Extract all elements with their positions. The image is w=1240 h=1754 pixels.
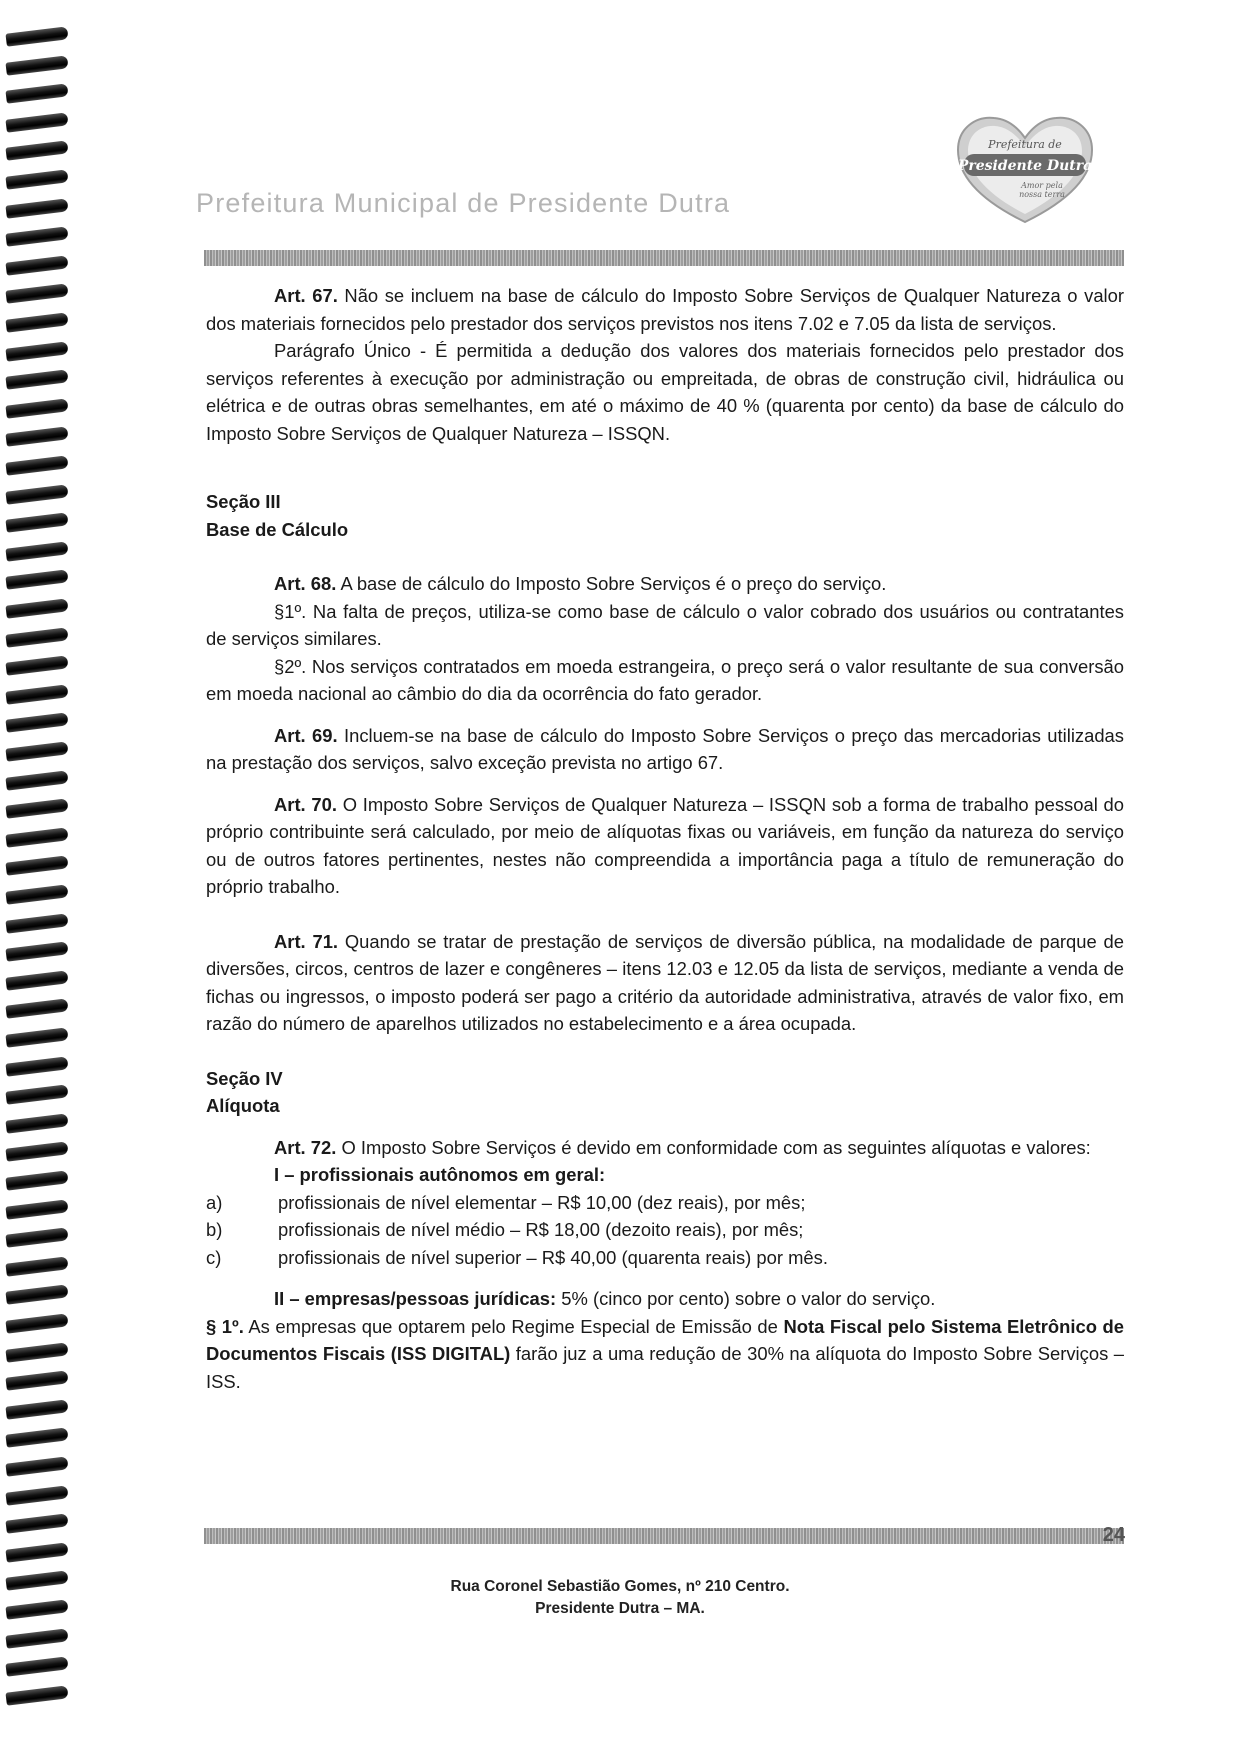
binding-ring — [5, 1199, 68, 1219]
binding-ring — [5, 141, 68, 161]
footer-address: Rua Coronel Sebastião Gomes, nº 210 Centro. — [450, 1578, 790, 1595]
binding-ring — [5, 312, 68, 332]
binding-ring — [5, 1399, 68, 1419]
art67-paragrafo-unico: Parágrafo Único - É permitida a dedução dos valores dos materiais fornecidos pelo prestador dos serviços referentes à execução por administração ou empreitada, de obras de construção civil, hidráulica ou elétrica e de outras obras semelhantes, em até o máximo de 40 % (quarenta por cento) da base de cálculo do Imposto Sobre Serviços de Qualquer Natureza – ISSQN. — [206, 340, 1124, 444]
binding-ring — [5, 1513, 68, 1533]
binding-ring — [5, 226, 68, 246]
binding-ring — [5, 284, 68, 304]
binding-ring — [5, 1428, 68, 1448]
binding-ring — [5, 598, 68, 618]
binding-ring — [5, 1142, 68, 1162]
binding-ring — [5, 198, 68, 218]
binding-ring — [5, 827, 68, 847]
document-body — [206, 282, 1124, 1395]
art67-paragraph: Art. 67. Não se incluem na base de cálculo do Imposto Sobre Serviços de Qualquer Natureza o valor dos materiais fornecidos pelo prestador dos serviços previstos nos itens 7.02 e 7.05 da lista de serviços. — [206, 285, 1124, 334]
binding-ring — [5, 655, 68, 675]
binding-ring — [5, 999, 68, 1019]
binding-ring — [5, 1027, 68, 1047]
art72-paragraph-1: § 1º. As empresas que optarem pelo Regime Especial de Emissão de Nota Fiscal pelo Sistema Eletrônico de Documentos Fiscais (ISS DIGITAL) farão juz a uma redução de 30% na alíquota do Imposto Sobre Serviços – ISS. — [206, 1315, 1124, 1392]
list-item: b) profissionais de nível médio – R$ 18,00 (dezoito reais), por mês; — [206, 1219, 804, 1240]
binding-ring — [5, 1084, 68, 1104]
binding-ring — [5, 427, 68, 447]
binding-ring — [5, 83, 68, 103]
binding-ring — [5, 1170, 68, 1190]
binding-ring — [5, 1342, 68, 1362]
section-iii-subtitle: Base de Cálculo — [206, 518, 349, 540]
binding-ring — [5, 941, 68, 961]
municipality-logo — [950, 110, 1100, 230]
art72-paragraph: Art. 72. O Imposto Sobre Serviços é devido em conformidade com as seguintes alíquotas e valores: — [274, 1136, 1091, 1158]
svg-text:Amor pela: Amor pela — [1021, 181, 1063, 190]
svg-text:nossa terra: nossa terra — [1019, 190, 1065, 199]
binding-ring — [5, 1227, 68, 1247]
footer-divider — [204, 1528, 1124, 1544]
binding-ring — [5, 1313, 68, 1333]
art69-paragraph: Art. 69. Incluem-se na base de cálculo do Imposto Sobre Serviços o preço das mercadorias utilizadas na prestação dos serviços, salvo exceção prevista no artigo 67. — [206, 724, 1124, 773]
binding-ring — [5, 341, 68, 361]
binding-ring — [5, 713, 68, 733]
binding-ring — [5, 970, 68, 990]
page-number: 24 — [1102, 1524, 1125, 1546]
binding-ring — [5, 369, 68, 389]
list-item: a) profissionais de nível elementar – R$ 10,00 (dez reais), por mês; — [206, 1191, 806, 1213]
section-iii-title: Seção III — [206, 491, 281, 512]
binding-ring — [5, 1370, 68, 1390]
list-item: c) profissionais de nível superior – R$ 40,00 (quarenta reais) por mês. — [206, 1246, 828, 1268]
binding-ring — [5, 169, 68, 189]
binding-ring — [5, 798, 68, 818]
binding-ring — [5, 26, 68, 46]
art68-p1: §1º. Na falta de preços, utiliza-se como base de cálculo o valor cobrado dos usuários ou contratantes de serviços similares. — [206, 600, 1124, 649]
art72-item2: II – empresas/pessoas jurídicas: 5% (cinco por cento) sobre o valor do serviço. — [274, 1288, 936, 1309]
section-iv-subtitle: Alíquota — [206, 1095, 280, 1116]
header-title: Prefeitura Municipal de Presidente Dutra — [196, 188, 731, 218]
binding-ring — [5, 1685, 68, 1705]
art68-p2: §2º. Nos serviços contratados em moeda estrangeira, o preço será o valor resultante de sua conversão em moeda nacional ao câmbio do dia da ocorrência do fato gerador. — [206, 655, 1124, 704]
binding-ring — [5, 455, 68, 475]
art68-paragraph: Art. 68. A base de cálculo do Imposto Sobre Serviços é o preço do serviço. — [274, 573, 887, 594]
header-divider — [204, 250, 1124, 266]
binding-ring — [5, 1256, 68, 1276]
binding-ring — [5, 1456, 68, 1476]
svg-text:Prefeitura de: Prefeitura de — [988, 138, 1062, 151]
binding-ring — [5, 1056, 68, 1076]
binding-ring — [5, 856, 68, 876]
binding-ring — [5, 627, 68, 647]
binding-ring — [5, 570, 68, 590]
binding-ring — [5, 770, 68, 790]
art72-item1-heading: I – profissionais autônomos em geral: — [274, 1164, 606, 1185]
section-iv-title: Seção IV — [206, 1067, 283, 1089]
binding-ring — [5, 1113, 68, 1133]
binding-ring — [5, 1485, 68, 1505]
binding-ring — [5, 741, 68, 761]
binding-ring — [5, 255, 68, 275]
binding-ring — [5, 55, 68, 75]
art71-paragraph: Art. 71. Quando se tratar de prestação de serviços de diversão pública, na modalidade de parque de diversões, circos, centros de lazer e congêneres – itens 12.03 e 12.05 da lista de serviços, mediante a venda de fichas ou ingressos, o imposto poderá ser pago a critério da autoridade administrativa, através de valor fixo, em razão do número de aparelhos utilizados no estabelecimento e a área ocupada. — [206, 930, 1124, 1034]
binding-ring — [5, 484, 68, 504]
binding-ring — [5, 1628, 68, 1648]
footer-city: Presidente Dutra – MA. — [535, 1600, 705, 1617]
spiral-binding — [0, 30, 80, 1730]
art70-paragraph: Art. 70. O Imposto Sobre Serviços de Qualquer Natureza – ISSQN sob a forma de trabalho pessoal do próprio contribuinte será calculado, por meio de alíquotas fixas ou variáveis, em função da natureza do serviço ou de outros fatores pertinentes, nestes não compreendida a importância paga a título de remuneração do próprio trabalho. — [206, 793, 1124, 897]
binding-ring — [5, 541, 68, 561]
binding-ring — [5, 512, 68, 532]
binding-ring — [5, 112, 68, 132]
svg-text:Presidente Dutra: Presidente Dutra — [957, 158, 1093, 174]
binding-ring — [5, 1542, 68, 1562]
binding-ring — [5, 1656, 68, 1676]
binding-ring — [5, 684, 68, 704]
binding-ring — [5, 913, 68, 933]
binding-ring — [5, 884, 68, 904]
binding-ring — [5, 398, 68, 418]
binding-ring — [5, 1285, 68, 1305]
